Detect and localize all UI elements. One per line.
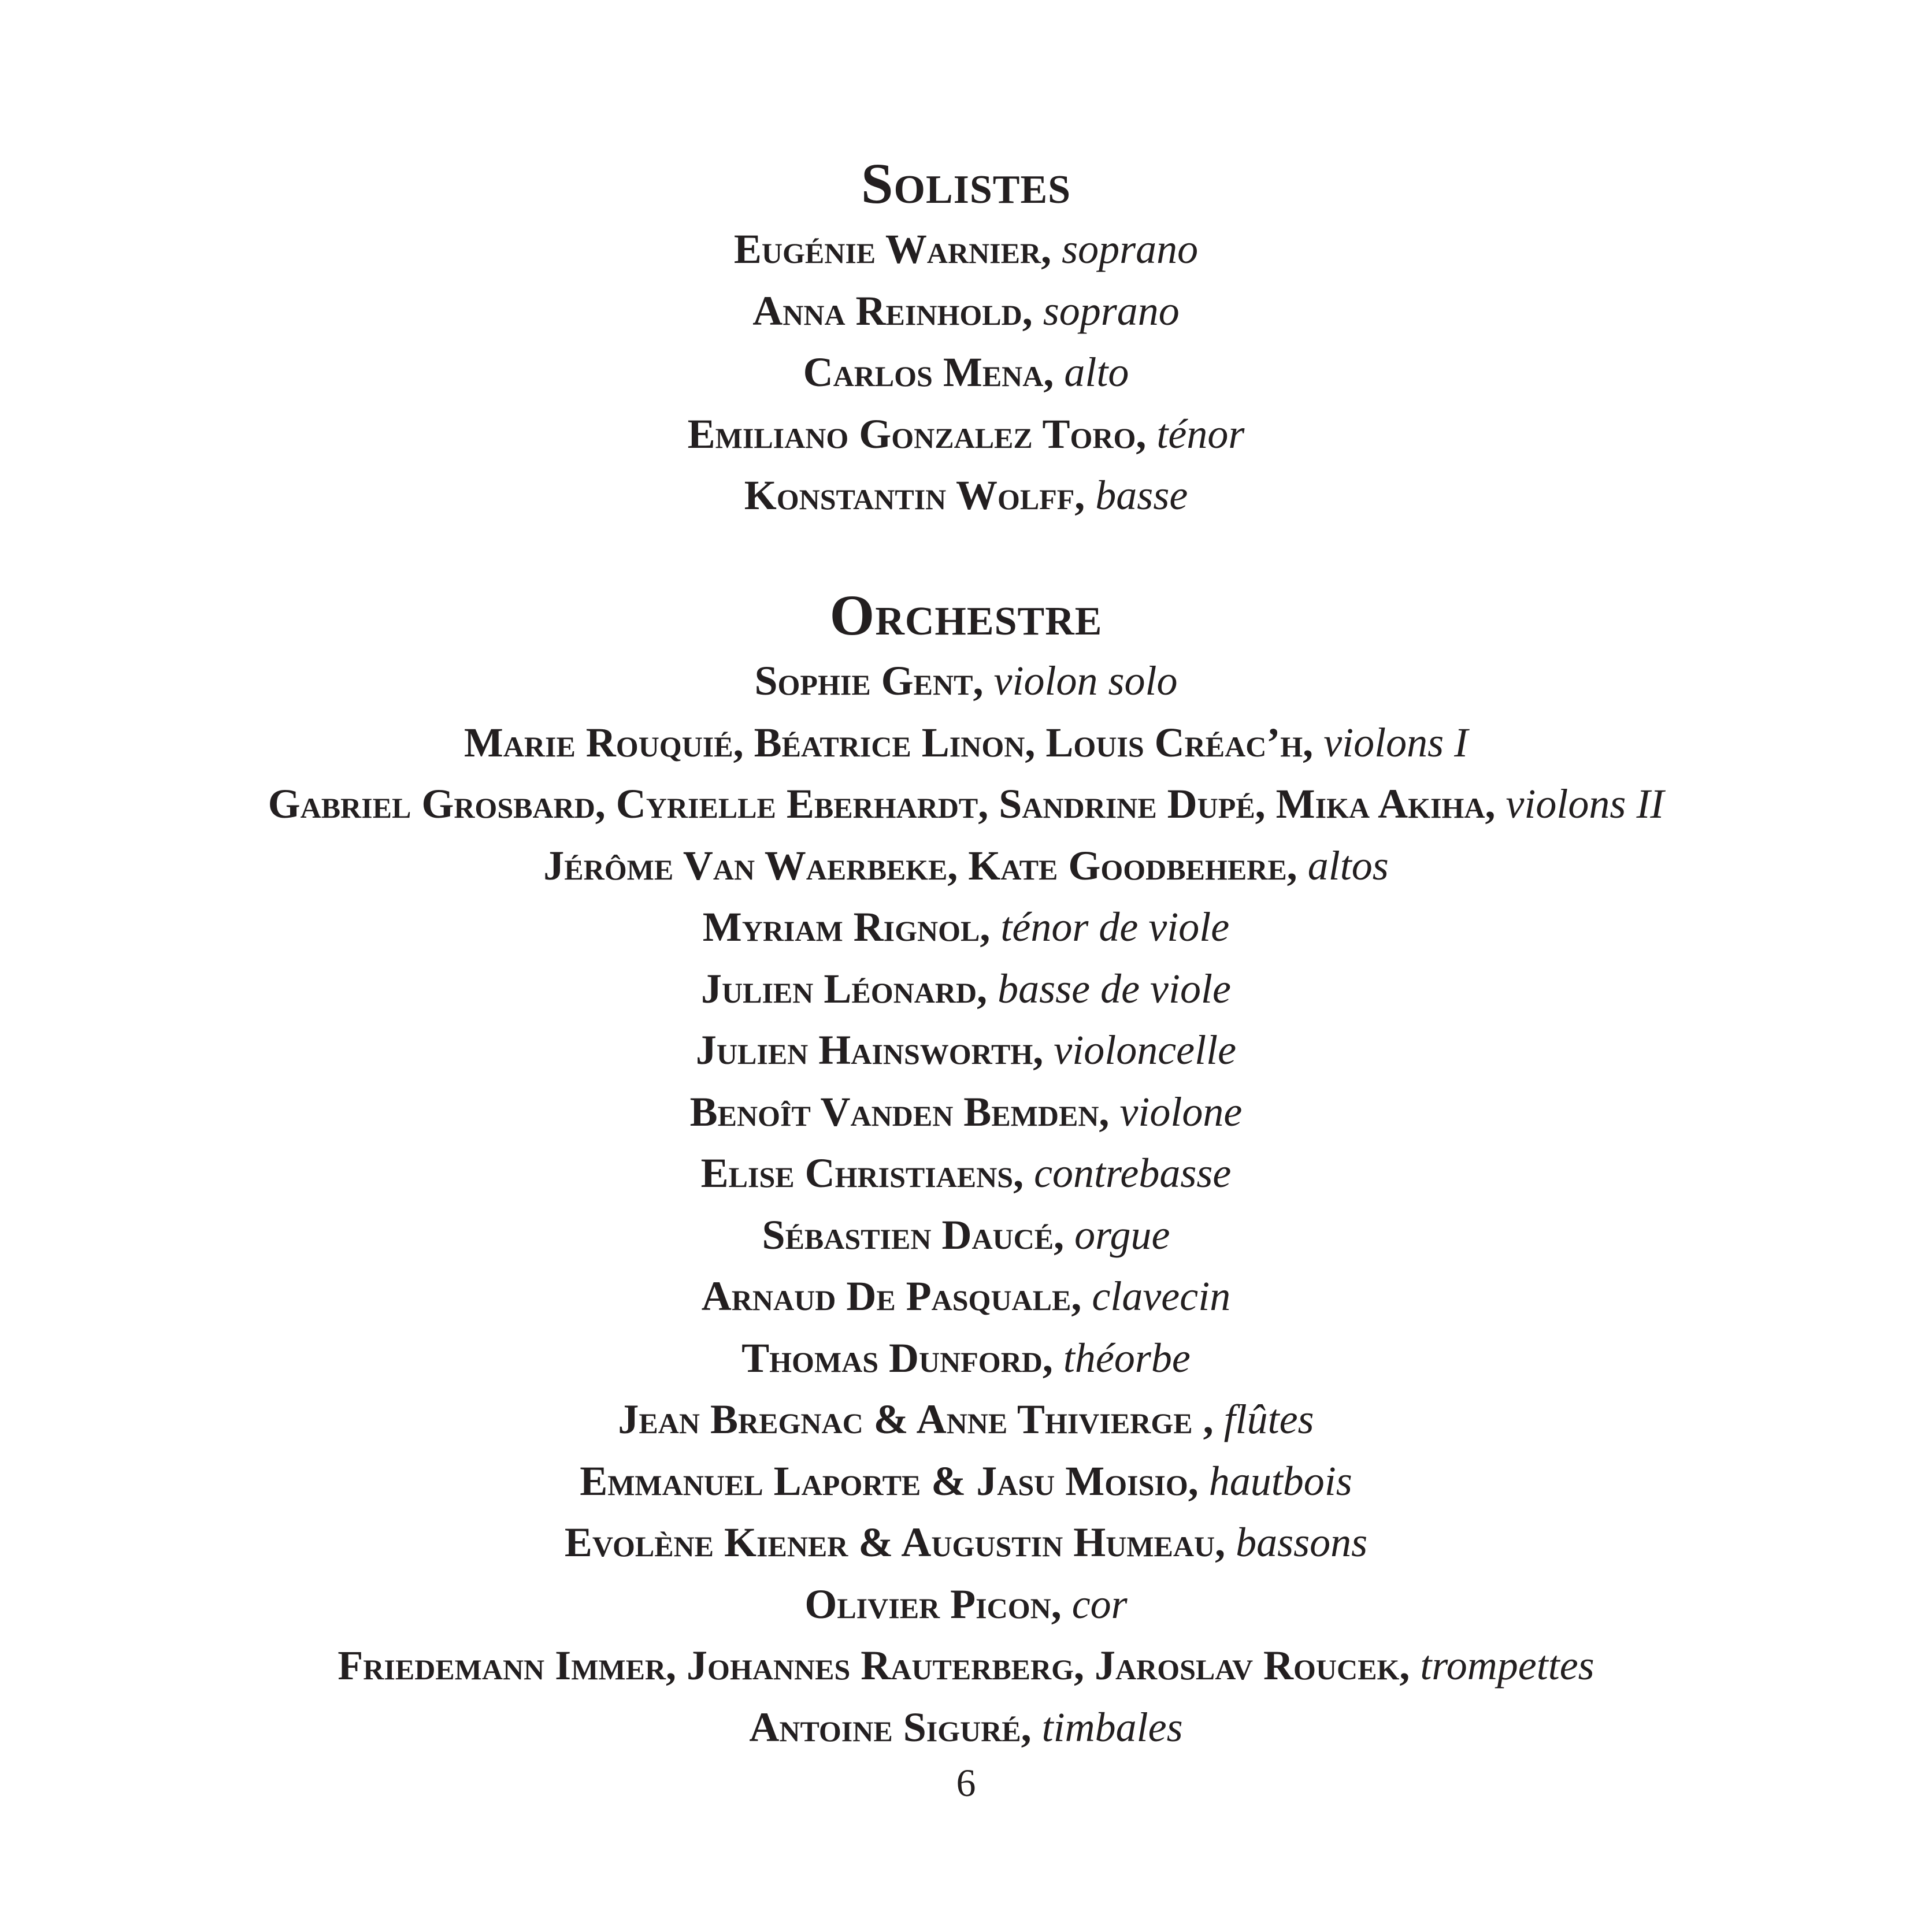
performer-role: théorbe	[1063, 1334, 1191, 1381]
performer-line	[0, 280, 1932, 342]
performer-role: clavecin	[1092, 1273, 1231, 1319]
performer-role: flûtes	[1223, 1396, 1314, 1442]
performer-names: Jean Bregnac & Anne Thivierge ,	[618, 1396, 1214, 1442]
performer-line	[0, 1266, 1932, 1327]
solistes-list	[0, 218, 1932, 526]
performer-role: alto	[1064, 349, 1129, 395]
performer-role: altos	[1307, 842, 1389, 889]
performer-role: violone	[1119, 1088, 1243, 1135]
performer-line	[0, 1635, 1932, 1697]
performer-names: Konstantin Wolff,	[744, 472, 1085, 518]
performer-line	[0, 342, 1932, 403]
performer-role: bassons	[1236, 1519, 1368, 1565]
performer-line	[0, 465, 1932, 526]
performer-role: orgue	[1074, 1211, 1170, 1258]
performer-names: Arnaud De Pasquale,	[701, 1273, 1082, 1319]
performer-names: Myriam Rignol,	[702, 904, 991, 950]
performer-names: Eugénie Warnier,	[733, 226, 1052, 272]
solistes-heading: Solistes	[861, 151, 1071, 216]
performer-line	[0, 1142, 1932, 1204]
performer-names: Emiliano Gonzalez Toro,	[687, 410, 1147, 457]
performer-line	[0, 1697, 1932, 1758]
performer-line	[0, 712, 1932, 774]
performer-role: ténor	[1156, 410, 1245, 457]
performer-names: Antoine Siguré,	[749, 1704, 1032, 1750]
performer-role: basse	[1095, 472, 1188, 518]
performer-names: Anna Reinhold,	[752, 287, 1033, 334]
performer-names: Emmanuel Laporte & Jasu Moisio,	[580, 1457, 1199, 1504]
performer-names: Jérôme Van Waerbeke, Kate Goodbehere,	[543, 842, 1297, 889]
performer-role: ténor de viole	[1000, 904, 1230, 950]
performer-names: Elise Christiaens,	[700, 1150, 1024, 1196]
solistes-section	[0, 149, 1932, 526]
performer-line	[0, 1450, 1932, 1512]
performer-names: Sébastien Daucé,	[762, 1211, 1065, 1258]
performer-role: soprano	[1062, 226, 1199, 272]
performer-role: violon solo	[993, 658, 1178, 704]
performer-names: Olivier Picon,	[804, 1580, 1062, 1627]
performer-line	[0, 1512, 1932, 1574]
performer-names: Sophie Gent,	[754, 658, 984, 704]
performer-names: Friedemann Immer, Johannes Rauterberg, Jaroslav Roucek,	[338, 1642, 1410, 1689]
performer-line	[0, 835, 1932, 897]
orchestre-heading: Orchestre	[829, 583, 1103, 647]
performer-role: contrebasse	[1034, 1150, 1232, 1196]
performer-names: Gabriel Grosbard, Cyrielle Eberhardt, Sandrine Dupé, Mika Akiha,	[268, 781, 1496, 827]
performer-names: Marie Rouquié, Béatrice Linon, Louis Créac’h,	[463, 719, 1314, 766]
performer-line	[0, 773, 1932, 835]
performer-line	[0, 1327, 1932, 1389]
performer-role: basse de viole	[997, 965, 1231, 1012]
performer-names: Benoît Vanden Bemden,	[689, 1088, 1110, 1135]
performer-line	[0, 1389, 1932, 1450]
performer-line	[0, 650, 1932, 712]
performer-role: hautbois	[1208, 1457, 1352, 1504]
performer-role: trompettes	[1420, 1642, 1594, 1689]
performer-names: Carlos Mena,	[803, 349, 1054, 395]
performer-role: violons II	[1505, 781, 1664, 827]
performer-line	[0, 1019, 1932, 1081]
performer-role: violons I	[1323, 719, 1469, 766]
performer-names: Thomas Dunford,	[741, 1334, 1053, 1381]
orchestre-section	[0, 581, 1932, 1758]
performer-line	[0, 958, 1932, 1020]
performer-names: Julien Hainsworth,	[695, 1027, 1044, 1073]
performer-line	[0, 896, 1932, 958]
orchestre-list	[0, 650, 1932, 1758]
performer-line	[0, 218, 1932, 280]
performer-line	[0, 403, 1932, 465]
performer-line	[0, 1574, 1932, 1635]
performer-role: timbales	[1041, 1704, 1183, 1750]
page-number: 6	[956, 1761, 976, 1805]
performer-line	[0, 1204, 1932, 1266]
performer-names: Julien Léonard,	[701, 965, 988, 1012]
performer-role: violoncelle	[1054, 1027, 1237, 1073]
performer-names: Evolène Kiener & Augustin Humeau,	[564, 1519, 1226, 1565]
performer-line	[0, 1081, 1932, 1143]
performer-role: soprano	[1043, 287, 1180, 334]
performer-role: cor	[1071, 1580, 1128, 1627]
